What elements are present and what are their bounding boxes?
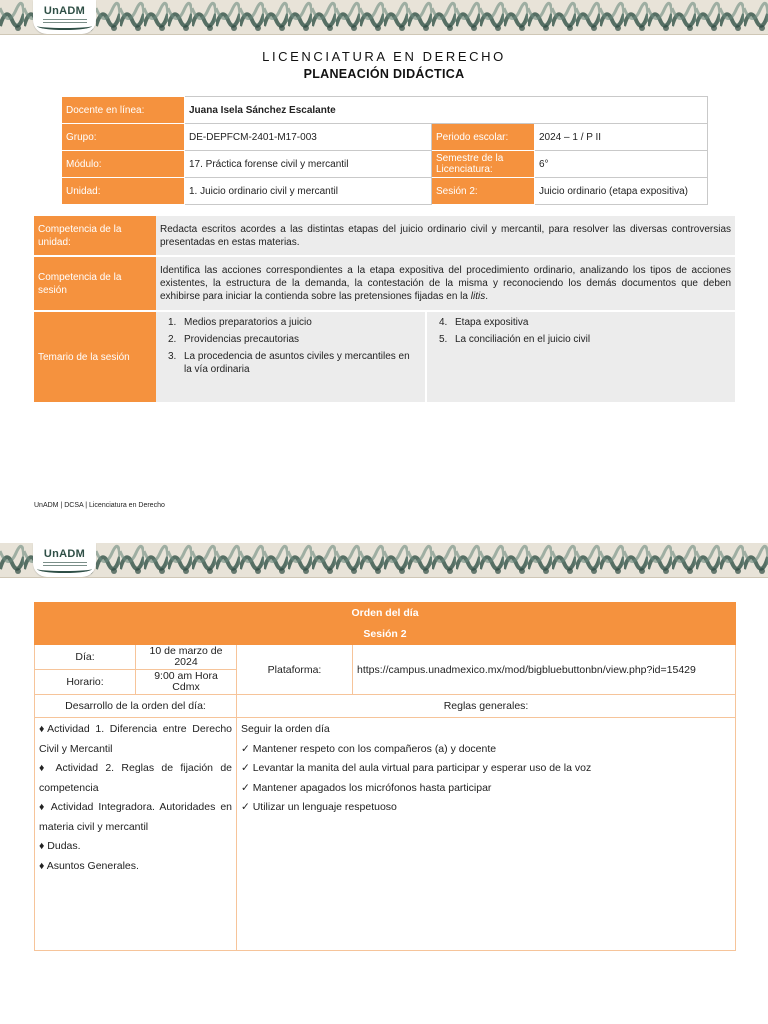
list-item: ♦ Dudas. [39,840,81,852]
temario-item: 4. Etapa expositiva [439,317,529,328]
document-title: PLANEACIÓN DIDÁCTICA [303,67,465,81]
litis-term: litis [470,291,486,302]
temario-item: 3. La procedencia de asuntos civiles y mercantiles en la vía ordinaria [168,351,410,375]
unadm-logo [33,0,96,34]
temario-label: Temario de la sesión [34,311,156,402]
unadm-logo [33,543,96,577]
list-item: ♦ Actividad Integradora. Autoridades en materia civil y mercantil [39,801,232,833]
sesion-value: Juicio ordinario (etapa expositiva) [535,178,708,205]
sesion-label: Sesión 2: [432,178,535,205]
periodo-value: 2024 – 1 / P II [535,124,708,151]
temario-row [34,311,735,402]
header-band [0,0,768,34]
competencia-unidad-row [34,216,735,256]
semestre-label: Semestre de la Licenciatura: [432,151,535,178]
decorative-pattern [0,543,768,577]
decorative-pattern [0,0,768,34]
dia-value: 10 de marzo de 2024 [136,645,237,670]
list-item: ✓ Mantener apagados los micrófonos hasta participar [241,781,492,794]
list-item: ✓ Mantener respeto con los compañeros (a) y docente [241,742,497,755]
grupo-label: Grupo: [62,124,185,151]
horario-label: Horario: [35,670,136,695]
list-item: Seguir la orden día [241,723,330,735]
grupo-value: DE-DEPFCM-2401-M17-003 [185,124,432,151]
list-item: ♦Actividad 1. Diferencia entre Derecho Civil y Mercantil [39,723,232,755]
unidad-label: Unidad: [62,178,185,205]
orden-del-dia-table [34,602,736,951]
competencia-unidad-text: Redacta escritos acordes a las distintas etapas del juicio ordinario civil y mercantil, para resolver las diversas controversias presentadas en estas materias. [156,216,735,256]
docente-row [62,97,708,124]
competencia-unidad-label: Competencia de la unidad: [34,216,156,256]
desarrollo-label: Desarrollo de la orden del día: [35,695,237,718]
list-item: ♦ Asuntos Generales. [39,859,139,872]
reglas-list [237,718,736,951]
temario-list-left [162,316,419,376]
header-rule [0,577,768,578]
reglas-label: Reglas generales: [237,695,736,718]
plataforma-link[interactable]: https://campus.unadmexico.mx/mod/bigbluebuttonbn/view.php?id=15429 [353,645,736,695]
docente-label: Docente en línea: [62,97,185,124]
degree-title: LICENCIATURA EN DERECHO [262,49,506,64]
modulo-label: Módulo: [62,151,185,178]
temario-left [156,311,426,402]
temario-right [426,311,735,402]
course-info-table [61,96,708,205]
unidad-value: 1. Juicio ordinario civil y mercantil [185,178,432,205]
orden-subtitle: Sesión 2 [35,624,736,645]
header-rule [0,34,768,35]
page-footer: UnADM | DCSA | Licenciatura en Derecho [34,502,165,509]
list-item: ✓ Utilizar un lenguaje respetuoso [241,801,397,813]
orden-title: Orden del día [35,603,736,624]
plataforma-label: Plataforma: [237,645,353,695]
header-band-page2 [0,543,768,577]
semestre-value: 6° [535,151,708,178]
modulo-row [62,151,708,178]
modulo-value: 17. Práctica forense civil y mercantil [185,151,432,178]
competencias-table [34,216,735,402]
temario-item: 5. La conciliación en el juicio civil [439,334,591,345]
logo-text: UnADM [43,5,86,17]
dia-row [35,645,736,670]
periodo-label: Periodo escolar: [432,124,535,151]
competencia-sesion-text: Identifica las acciones correspondientes a la etapa expositiva del procedimiento ordinario, analizando los tipos de acciones existentes, la estructura de la demanda, la contestación de la misma y reconociendo los demás documentos que deben exhibirse para iniciar la contienda sobre las pretensiones fijadas en la litis. [156,256,735,311]
temario-list-right [433,316,729,346]
dia-label: Día: [35,645,136,670]
grupo-row [62,124,708,151]
competencia-sesion-label: Competencia de la sesión [34,256,156,311]
horario-value: 9:00 am Hora Cdmx [136,670,237,695]
list-item: ♦ Actividad 2. Reglas de fijación de competencia [39,762,232,794]
docente-value: Juana Isela Sánchez Escalante [185,97,708,124]
temario-item: 2. Providencias precautorias [168,334,300,345]
list-item: ✓ Levantar la manita del aula virtual para participar y esperar uso de la voz [241,762,592,774]
unidad-row [62,178,708,205]
competencia-sesion-row [34,256,735,311]
temario-item: 1. Medios preparatorios a juicio [168,317,312,328]
logo-text: UnADM [43,548,86,560]
desarrollo-list [35,718,237,951]
